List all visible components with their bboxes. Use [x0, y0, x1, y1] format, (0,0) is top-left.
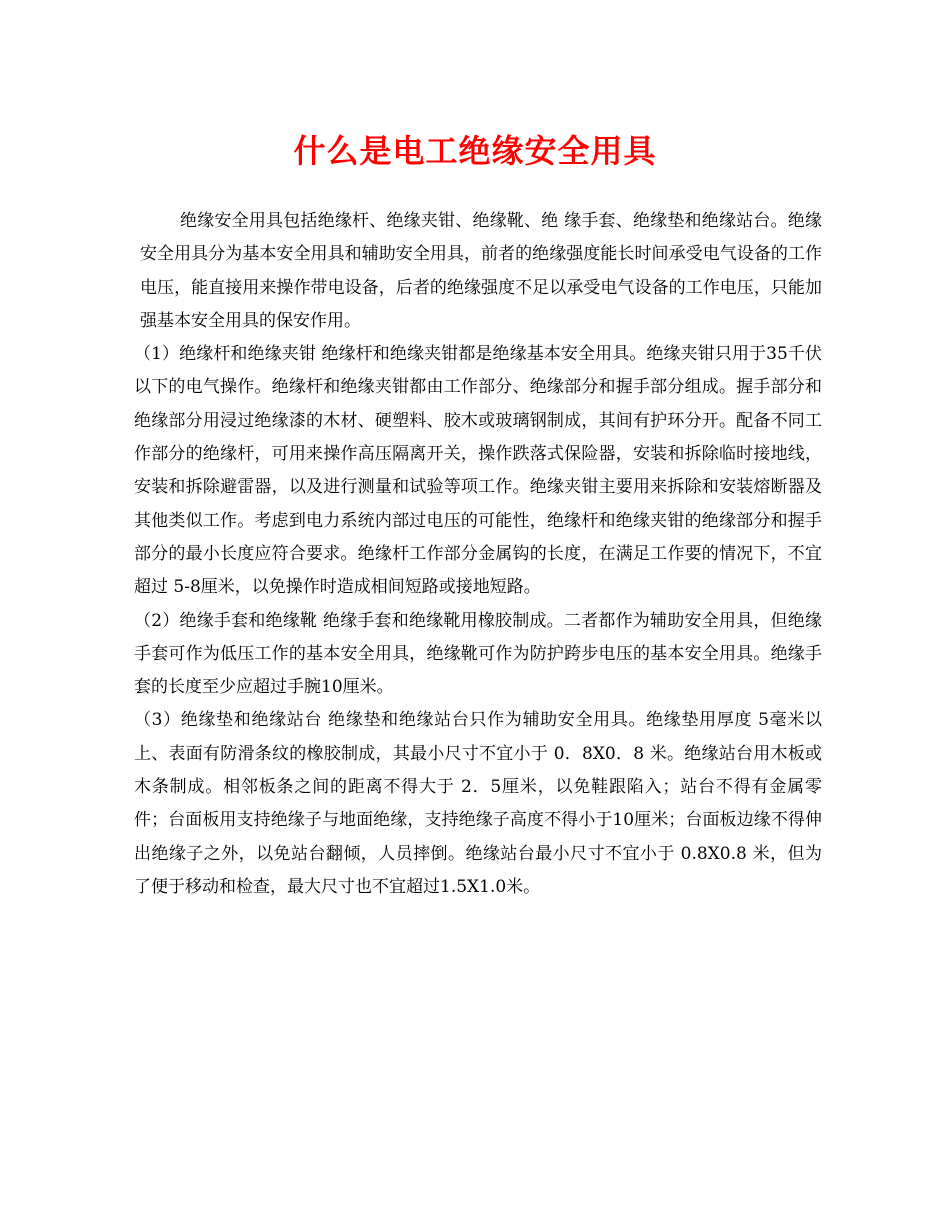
- section-3-paragraph: （3）绝缘垫和绝缘站台 绝缘垫和绝缘站台只作为辅助安全用具。绝缘垫用厚度 5毫米以上、表面有防滑条纹的橡胶制成，其最小尺寸不宜小于 0．8X0．8 米。绝缘站台用木板或木条制成。相邻板条之间的距离不得大于 2．5厘米，以免鞋跟陷入；站台不得有金属零件；台面板用支持绝缘子与地面绝缘，支持绝缘子高度不得小于10厘米；台面板边缘不得伸出绝缘子之外，以免站台翻倾，人员摔倒。绝缘站台最小尺寸不宜小于 0.8X0.8 米，但为了便于移动和检查，最大尺寸也不宜超过1.5X1.0米。: [134, 710, 822, 897]
- intro-paragraph: 绝缘安全用具包括绝缘杆、绝缘夹钳、绝缘靴、绝 缘手套、绝缘垫和绝缘站台。绝缘安全用具分为基本安全用具和辅助安全用具，前者的绝缘强度能长时间承受电气设备的工作电压，能直接用来操作带电设备，后者的绝缘强度不足以承受电气设备的工作电压，只能加强基本安全用具的保安作用。: [140, 211, 822, 331]
- section-2-paragraph: （2）绝缘手套和绝缘靴 绝缘手套和绝缘靴用橡胶制成。二者都作为辅助安全用具，但绝缘手套可作为低压工作的基本安全用具，绝缘靴可作为防护跨步电压的基本安全用具。绝缘手套的长度至少应超过手腕10厘米。: [134, 610, 822, 698]
- document-body: [134, 205, 822, 904]
- section-1-paragraph: （1）绝缘杆和绝缘夹钳 绝缘杆和绝缘夹钳都是绝缘基本安全用具。绝缘夹钳只用于35千伏以下的电气操作。绝缘杆和绝缘夹钳都由工作部分、绝缘部分和握手部分组成。握手部分和绝缘部分用浸过绝缘漆的木材、硬塑料、胶木或玻璃钢制成，其间有护环分开。配备不同工作部分的绝缘杆，可用来操作高压隔离开关，操作跌落式保险器，安装和拆除临时接地线，安装和拆除避雷器，以及进行测量和试验等项工作。绝缘夹钳主要用来拆除和安装熔断器及其他类似工作。考虑到电力系统内部过电压的可能性，绝缘杆和绝缘夹钳的绝缘部分和握手部分的最小长度应符合要求。绝缘杆工作部分金属钩的长度，在满足工作要的情况下，不宜超过 5-8厘米，以免操作时造成相间短路或接地短路。: [134, 344, 822, 598]
- document-title: 什么是电工绝缘安全用具: [293, 132, 657, 170]
